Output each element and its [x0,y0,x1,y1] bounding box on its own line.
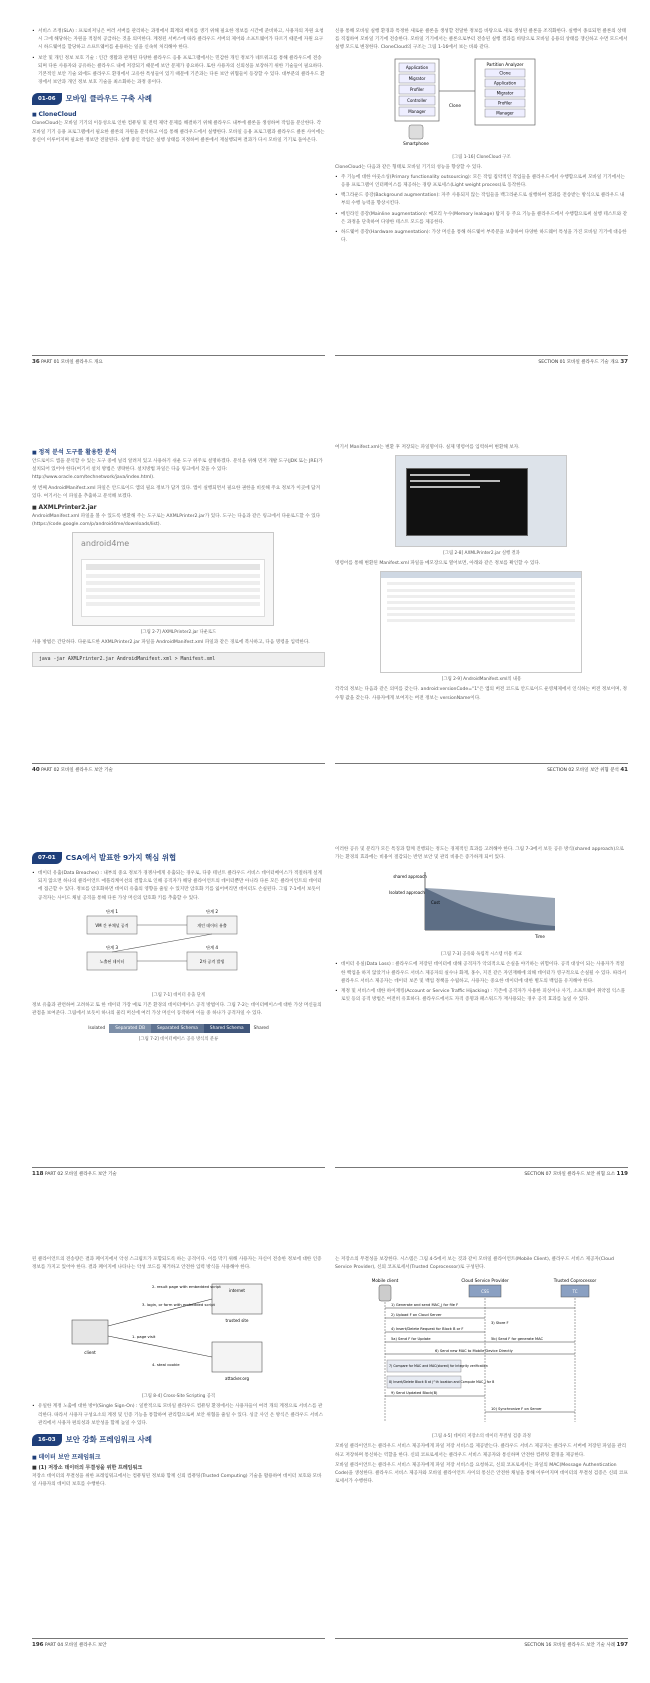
page-40 [32,444,325,776]
body-text: 첫 번째 AndroidManifest.xml 파일은 안드로이드 앱의 필요 정보가 담겨 있다. 앱이 실행되면서 필요한 권한을 비롯해 주요 정보가 이곳에 담겨 있다. 여기서는 이 파일을 추출하고 분석해 보겠다. [32,485,321,499]
section-heading [32,1433,325,1446]
client-laptop-icon [72,1320,108,1344]
section-title: 모바일 클라우드 구축 사례 [65,94,152,104]
body-text: 명령어를 통해 변환된 Manifest.xml 파일을 메모장으로 열어보면, 아래와 같은 정보를 확인할 수 있다. [335,561,541,567]
page-number: 40 [32,767,40,773]
step-label: 단계 2 [205,908,219,914]
message-label: 5b) Send F for generate MAC [491,1337,544,1342]
step-label: 1. page visit [132,1334,156,1340]
bullet-data-breach: • 데이터 유출(Data Breaches) : 내부의 중요 정보가 경쟁사에게 유출되는 경우로, 다중 테넌트 클라우드 서비스 데이터베이스가 적절하게 설계되지 않으면 하나의 클라이언트 애플리케이션의 결함으로 인해 공격자가 해당 클라이언트의 데이터뿐만 아니라 다른 모든 클라이언트의 데이터에 접근할 수 있다. 정보를 암호화하면 데이터 유출의 영향을 줄일 수 있지만 암호화 키를 잃어버리면 데이터도 손실된다. 그림 7-1에서 보듯이 공격자는 사이드 채널 공격을 통해 다른 가상 머신의 암호화 키를 추출할 수 있다. [32,870,325,903]
body-text: 는 저장소의 무결성을 보장한다. 시스템은 그림 4-5에서 보는 것과 같이 모바일 클라이언트(Mobile Client), 클라우드 서비스 제공자(Cloud Service Provider), 신뢰 코프로세서(Trusted Coprocessor)로 구성된다. [335,1257,614,1271]
section-badge: 01-06 [32,93,62,105]
body-text: CloneCloud는 모바일 기기의 이동성으로 인한 컴퓨팅 및 전력 제약 문제를 해결하기 위해 클라우드 내부에 클론을 생성하여 작업을 분산한다. 각 모바일 기기 응용 프로그램에서 필요한 클론의 자원을 분석하고 이를 통해 클라우드에서 실행한다. 모바일 응용 프로그램과 클라우드 클론 사이에는 통신이 이루어지며 필요한 정보만 전달된다. 실행 중인 작업은 실행 상태를 지정하여 클론에서 재실행되며 결과가 다시 모바일 기기로 돌아온다. [32,121,325,143]
box-label: 2차 공격 발생 [199,958,225,964]
step-label: 3. login, or form with embedded script [142,1302,216,1308]
footer-text: SECTION 07 모바일 클라우드 보안 위협 요소 [524,1172,616,1177]
figure-caption: [그림 2-9] AndroidManifest.xml의 내용 [441,677,522,683]
message-label: 9) Send Updated Block(B) [391,1391,438,1396]
step-label: 2. result page with embedded script [152,1284,221,1290]
section-badge: 07-01 [32,852,62,864]
stack-label: Application [493,80,517,86]
screenshot-title: android4me [81,539,130,549]
figure-caption: [그림 7-3] 공유와 독립적 시스템 비용 비교 [441,952,522,958]
figure-caption: [그림 7-2] 데이터베이스 공유 방식의 분류 [138,1037,219,1043]
stack-label: Manager [408,108,426,114]
data-breach-diagram [32,905,325,985]
page-197 [335,1256,628,1651]
list-item: • 메인라인 증강(Mainline augmentation): 메모리 누수(Memory leakage) 탐지 등 주요 기능을 클라우드에서 수행함으로써 실행 테스트와 같은 과정을 단축하여 다양한 테스트 모드를 제공한다. [335,211,628,227]
footer-text: PART 04 모바일 클라우드 보안 [44,1643,107,1648]
message-label: 4) Insert/Delete Request for Block B or F [391,1327,464,1332]
sequence-messages [385,1303,575,1412]
figure-caption: [그림 7-1] 데이터 유출 단계 [151,992,206,998]
figure-caption: [그림 2-7] AXMLPrinter2.jar 다운로드 [140,630,217,636]
db-sharing-scale [32,1024,325,1033]
message-label: 3) Store F [491,1321,509,1326]
step-label: 단계 3 [105,944,119,950]
body-text: 된 클라이언트의 전송량은 결과 페이지에서 악성 스크립트가 포함되도록 하는 공격이다. 이를 막기 위해 사용자는 자신이 전송한 정보에 대한 인증 정보를 가지고 있어야 한다. 결과 페이지에 나타나는 악성 코드를 제거하고 안전한 입력 방식을 사용해야 한다. [32,1257,322,1271]
page-number: 36 [32,359,40,365]
spread-1 [0,28,650,368]
scale-segment: Shared Schema [204,1024,250,1033]
trusted-site-label: trusted site [225,1318,249,1324]
spread-2 [0,444,650,776]
footer-text: SECTION 16 모바일 클라우드 보안 기술 사례 [524,1643,616,1648]
spread-3 [0,846,650,1180]
body-text: 여기서 Manifest.xml는 변환 후 저장되는 파일명이다. 실제 명령어를 입력하여 변환해 보자. [335,445,520,450]
footer-text: PART 02 모바일 클라우드 보안 기술 [41,768,113,773]
message-label: 10) Synchronize F on Server [491,1407,542,1412]
internet-label: internet [229,1288,245,1294]
list-item: • 하드웨어 증강(Hardware augmentation): 가상 머신을 통해 하드웨어 부족분을 보충하여 다양한 하드웨어 특성을 가진 모바일 기기에 대응한다. [335,229,628,245]
page-footer [335,763,628,776]
box-label: VM 간 부채널 공격 [95,922,129,928]
page-number: 197 [616,1642,628,1648]
subheading: ■ 데이터 보안 프레임워크 [32,1452,325,1461]
box-label: 노출된 데이터 [99,958,125,964]
body-text: 각각의 정보는 다음과 같은 의미를 갖는다. android:versionCode="1"은 앱의 버전 코드로 안드로이드 운영체제에서 인식하는 버전 정보이며, 정수형 값을 갖는다. 사용자에게 보여지는 버전 정보는 versionName이다. [335,687,627,701]
actor-sub-label: CSS [481,1289,489,1295]
sub-subheading: ■ (1) 저장소 데이터의 무결성을 위한 프레임워크 [32,1464,325,1471]
page-number: 118 [32,1171,44,1177]
subheading: ■ 정적 분석 도구를 활용한 분석 [32,447,325,456]
step-label: 단계 1 [105,908,119,914]
phone-icon [409,125,423,139]
cost-comparison-chart [335,864,628,944]
list-item: • 주 기능에 대한 아웃소싱(Primary functionality outsourcing): 모든 작업 집약적인 작업들을 클라우드에서 수행함으로써 모바일 기기에서는 응용 프로그램이 인터페이스를 제공하는 경량 프로세스(Light weight process)로 동작한다. [335,174,628,190]
section-title: 보안 강화 프레임워크 사례 [65,1435,152,1445]
step-label: 단계 4 [205,944,219,950]
page-footer [335,1638,628,1651]
body-text: 저장소 데이터의 무결성을 위한 프레임워크에서는 컴퓨팅된 정보와 함께 신뢰 컴퓨팅(Trusted Computing) 기술을 활용하여 데이터 보호와 모바일 사용자의 데이터 보호를 수행한다. [32,1474,322,1488]
message-label: 8) Insert/Delete Block B at j^th location and Compute MAC_j for B [389,1380,495,1385]
bullet-hijacking: • 계정 및 서비스에 대한 하이재킹(Account or Service Traffic Hijacking) : 기존에 공격자가 사용한 피싱이나 사기, 소프트웨어 취약점 익스플로잇 등의 공격 방법은 여전히 유효하다. 클라우드에서도 자격 증명과 패스워드가 재사용되는 경우 공격 효과를 높일 수 있다. [335,988,628,1004]
page-37 [335,28,628,368]
message-label: 2) Upload F on Cloud Server [391,1313,442,1318]
figure-caption: [그림 4-5] 데이터 저장소의 데이터 무결성 검증 과정 [432,1434,531,1440]
message-label: 6) Send new MAC to Mobile Device Directly [435,1349,513,1354]
actor-sub-label: TC [572,1289,578,1295]
manifest-screenshot [380,571,582,673]
mobile-icon [379,1285,391,1301]
bullet-data-loss: • 데이터 유실(Data Loss) : 클라우드에 저장된 데이터에 대해 공격자가 악의적으로 손실을 야기하는 위험이다. 공격 대상이 되는 사용자가 적절한 백업을 하지 않았거나 클라우드 서비스 제공자의 실수나 화재, 홍수, 지진 같은 자연재해에 의해 데이터가 영구적으로 손실될 수 있다. 따라서 클라우드 서비스 제공자는 데이터 보존 및 백업 정책을 수립하고, 사용자는 중요한 데이터에 대한 별도의 백업을 유지해야 한다. [335,961,628,986]
xss-diagram [32,1274,325,1386]
body-text: 안드로이드 앱을 분석할 수 있는 도구 중에 널리 알려져 있고 사용하기 쉬운 도구 위주로 설명하겠다. 분석을 위해 먼저 개발 도구(JDK 또는 JRE)가 설치되어 있어야 한다(여기서 설치 방법은 생략한다. 설치방법 파일은 다음 링크에서 찾을 수 있다: http://www.oracle.com/technetwork/java/index.html). [32,459,323,481]
page-number: 196 [32,1642,44,1648]
clonecloud-diagram [335,55,628,147]
figure-caption: [그림 2-8] AXMLPrinter2.jar 실행 결과 [443,551,520,557]
clone-stack [485,62,525,117]
page-41 [335,444,628,776]
tool-title: ■ AXMLPrinter2.jar [32,504,325,511]
stack-label: Controller [407,97,427,103]
footer-text: SECTION 02 모바일 보안 위협 분석 [547,768,619,773]
body-text: 모바일 클라이언트는 클라우드 서비스 제공자에게 파일 저장 서비스를 제공받는다. 클라우드 서비스 제공자는 클라우드 서버에 저장된 파일을 관리하고 저장하며 통신하는 역할을 한다. 신뢰 코프로세서는 클라우드 서비스 제공자와 통신하며 안전한 컴퓨팅 환경을 제공한다. [335,1444,627,1458]
actor-label: Mobile client [371,1278,399,1284]
scale-segment: Separated Schema [151,1024,204,1033]
stack-label: Application [405,64,429,70]
body-text: 이러한 공유 및 분리가 모든 특징과 함께 진행되는 정도는 경제적인 효과를 고려해야 한다. 그림 7-3에서 보듯 공유 방식(shared approach)으로 가는 환경의 효과에는 비용이 절감되는 반면 보안 및 관리 비용은 증가하게 되어 있다. [335,847,624,861]
intro-text: CloneCloud는 다음과 같은 형태로 모바일 기기의 성능을 향상할 수 있다. [335,164,483,170]
footer-text: SECTION 01 모바일 클라우드 기술 개요 [538,360,619,365]
scale-right-label: Shared [253,1026,269,1032]
list-item: • 백그라운드 증강(Background augmentation): 자주 사용되지 않는 작업들을 백그라운드로 실행하여 결과를 전송받는 방식으로 클라우드 내부의 수행 능력을 향상시킨다. [335,192,628,208]
actor-label: Trusted Coprocessor [553,1278,597,1284]
scale-segment: Separated DB [109,1024,151,1033]
subheading: ■ CloneCloud [32,111,325,118]
command-block: java -jar AXMLPrinter2.jar AndroidManifest.xml > Manifest.xml [32,652,325,667]
page-number: 37 [620,359,628,365]
integrity-sequence-diagram [335,1274,628,1426]
message-label: 5a) Send F for Update [391,1337,431,1342]
tool-description: AndroidManifest.xml 파일을 볼 수 있도록 변환해 주는 도구로는 AXMLPrinter2.jar가 있다. 도구는 다음과 같은 링크에서 다운로드할 수 있다(https://code.google.com/p/android4me/downloads/list). [32,514,321,528]
page-118 [32,846,325,1180]
clone-label: Clone [449,102,461,108]
message-label: 1) Generate and send MAC_j for file F [391,1303,459,1308]
box-label: 개인 데이터 유출 [197,922,227,928]
stack-label: Manager [496,110,514,116]
step-label: 4. steal cookie [152,1362,180,1368]
bullet-security: • 보안 및 개인 정보 보호 기술 : 인간 생활과 관계된 다양한 클라우드 응용 프로그램에서는 민감한 개인 정보가 네트워크를 통해 클라우드에 전송되며 다른 사용자와 공유하는 클라우드 내에 저장되기 때문에 보안 문제가 중요하다. 또한 사용자의 신뢰성을 보장하기 위한 기술들이 필요하다. 기본적인 보안 기술 외에도 클라우드 환경에서 고유한 특성들이 있기 때문에 기존과는 다른 보안 위협들이 등장할 수 있다. 대부분의 클라우드 환경에서 보안과 개인 정보 보호 기술을 최소화하는 과정 중이다. [32,55,325,88]
actor-label: Cloud Service Provider [461,1278,509,1284]
figure-caption: [그림 8-4] Cross-Site Scripting 공격 [141,1394,216,1400]
section-badge: 16-03 [32,1434,62,1446]
figure-caption: [그림 1-16] CloneCloud 구조 [452,154,511,160]
phone-stack [399,63,435,116]
console-screenshot [395,455,567,547]
page-footer [335,355,628,368]
smartphone-label: Smartphone [403,140,429,146]
client-label: client [84,1350,96,1356]
page-196 [32,1256,325,1651]
body-text: 모바일 클라이언트는 클라우드 서비스 제공자에게 파일 저장 서비스를 요청하고, 신뢰 코프로세서는 파일의 MAC(Message Authentication Code)을 생성한다. 클라우드 서비스 제공자와 모바일 클라이언트 사이의 통신은 안전한 채널을 통해 이루어지며 데이터의 무결성 검증은 신뢰 코프로세서가 수행한다. [335,1462,628,1485]
stack-label: Migrator [408,75,426,81]
stack-label: Profiler [409,86,425,92]
usage-text: 사용 방법은 간단하다. 다운로드한 AXMLPrinter2.jar 파일을 AndroidManifest.xml 파일과 같은 경로에 복사하고, 다음 명령을 입력한다. [32,640,310,646]
section-heading [32,851,325,864]
page-footer [32,1638,325,1651]
page-number: 119 [616,1171,628,1177]
chart-ylabel: Cost [431,900,440,906]
scale-left-label: Isolated [88,1026,106,1032]
message-label: 7) Compare for MAC and MAC(stored) for Integrity verification [389,1364,488,1369]
spread-4 [0,1256,650,1651]
page-number: 41 [620,767,628,773]
bullet-sso: • 유일한 계정 노출에 대한 방어(Single Sign-On) : 일반적으로 모바일 클라우드 컴퓨팅 환경에서는 사용자들이 여러 개의 계정으로 서비스를 관리한다. 따라서 사용자 구성요소의 계정 및 인증 기능을 통합하여 관리함으로써 보안 위협을 줄일 수 있다. 싱글 사인 온 방식은 클라우드 서비스 관리에서 사용자 편의성과 보안성을 함께 높일 수 있다. [32,1403,325,1428]
stack-label: Clone [499,70,511,76]
page-footer [335,1167,628,1180]
stack-label: Migrator [496,90,514,96]
partition-analyzer-label: Partition Analyzer [486,61,524,67]
download-screenshot [72,532,274,626]
attacker-label: attacker.org [225,1376,249,1382]
section-heading [32,92,325,105]
chart-label-shared: shared approach [393,874,427,880]
page-36 [32,28,325,368]
section-title: CSA에서 발표한 9가지 핵심 위협 [65,853,177,862]
bullet-sla: • 서비스 조정(SLA) : 프로비저닝은 여러 서버를 관리하는 과정에서 회계의 배치를 생기 위해 필요한 정보를 시간에 준비하고, 사용자의 자원 요청 시 그에 해당하는 자원을 적절히 공급하는 것을 의미한다. 계정된 서버스에 따라 클라우드 서버의 제어와 소프트웨어가 다르기 때문에 자원 요구 시 하드웨어를 할당하고 소프트웨어를 운용하는 일을 신속히 처리해야 한다. [32,28,325,53]
footer-text: PART 01 모바일 클라우드 개요 [41,360,103,365]
chart-label-isolated: Isolated approach [389,890,425,896]
stack-label: Profiler [497,100,513,106]
body-text: 정보 유출과 관련하여 고려하고 또 한 데이터 가장 예로 기존 환경의 데이터베이스 공격 방법이다. 그림 7-2는 데이터베이스에 대한 가상 머신들의 관점을 보여준다. 그림에서 보듯이 하나의 물리 머신에 여러 가상 머신이 동작하며 이들 중 하나가 공격자일 수 있다. [32,1002,322,1017]
page-footer [32,763,325,776]
footer-text: PART 02 모바일 클라우드 보안 기술 [44,1172,117,1177]
page-footer [32,355,325,368]
body-text: 신용 통해 모바일 실행 환경과 특정한 새로운 클론을 생성할 전달한 정보를 바탕으로 새로 생성된 클론을 조직화한다. 실행이 종료되면 클론의 상태를 직접하여 모바일 기기에 전송한다. 모바일 기기에서는 클론으로부터 전송된 실행 결과를 바탕으로 모바일 응용의 상태를 갱신하고 수면 모드에서 실행 모드로 변경한다. CloneCloud의 구조는 그림 1-16에서 보는 바와 같다. [335,29,628,51]
chart-xlabel: Time [535,934,545,940]
page-footer [32,1167,325,1180]
page-119 [335,846,628,1180]
